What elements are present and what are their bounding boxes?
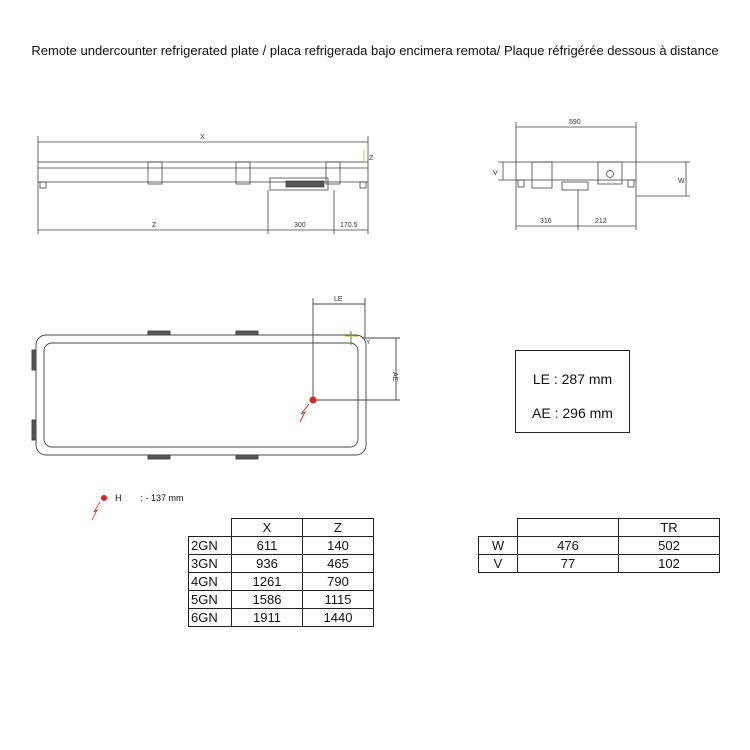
le-ae-box (515, 350, 630, 433)
end-body (516, 162, 636, 180)
table-cell: 936 (232, 555, 303, 573)
wv-table (478, 518, 720, 573)
y-label: Y (366, 339, 371, 346)
table-cell: 1911 (232, 609, 303, 627)
table-header: Z (303, 519, 374, 537)
table-cell: 1440 (303, 609, 374, 627)
table-cell: 476 (518, 537, 619, 555)
table-cell: W (479, 537, 518, 555)
table-row (189, 555, 374, 573)
table-row (189, 609, 374, 627)
plate-inner (44, 343, 358, 447)
plate-outline (36, 335, 366, 455)
h-marker (101, 495, 107, 501)
side-bracket (236, 162, 250, 184)
table-cell: 1586 (232, 591, 303, 609)
reference-point-marker (310, 397, 317, 404)
table-cell: 5GN (189, 591, 232, 609)
top-view (32, 298, 400, 459)
h-value: : - 137 mm (140, 493, 184, 503)
h-label: H (115, 493, 122, 503)
table-row (479, 519, 720, 537)
table-cell: 502 (619, 537, 720, 555)
x-label: X (200, 134, 205, 141)
ae-label: AE (391, 372, 398, 382)
side-body (38, 162, 368, 182)
end-bracket (532, 162, 552, 188)
fitting (607, 171, 614, 178)
side-foot (360, 182, 366, 188)
table-header: TR (619, 519, 720, 537)
table-header (518, 519, 619, 537)
table-row (479, 537, 720, 555)
end-bracket (598, 162, 622, 184)
table-cell: 790 (303, 573, 374, 591)
table-cell: 3GN (189, 555, 232, 573)
xz-table (188, 518, 374, 627)
table-row (189, 519, 374, 537)
le-value: LE : 287 mm (532, 371, 613, 387)
table-cell: 140 (303, 537, 374, 555)
table-cell: 102 (619, 555, 720, 573)
table-cell: 1261 (232, 573, 303, 591)
table-row (189, 537, 374, 555)
h-arrow (92, 502, 100, 520)
side-foot (40, 182, 46, 188)
table-row (189, 591, 374, 609)
table-cell: V (479, 555, 518, 573)
ae-value: AE : 296 mm (532, 405, 613, 421)
reference-arrow (300, 404, 309, 422)
table-cell: 6GN (189, 609, 232, 627)
dim-300: 300 (294, 222, 306, 229)
table-cell (479, 519, 518, 537)
side-bracket (148, 162, 162, 184)
side-view (38, 136, 368, 234)
z-side-label: Z (369, 155, 374, 162)
dim-316: 316 (540, 218, 552, 225)
table-row (479, 555, 720, 573)
table-header: X (232, 519, 303, 537)
table-cell (189, 519, 232, 537)
page-title: Remote undercounter refrigerated plate / placa refrigerada bajo encimera remota/ Plaque réfrigérée dessous à distance (31, 43, 719, 58)
w-label: W (678, 178, 685, 185)
table-cell: 77 (518, 555, 619, 573)
z-label: Z (152, 222, 157, 229)
table-cell: 465 (303, 555, 374, 573)
end-pipe (562, 182, 588, 190)
table-cell: 611 (232, 537, 303, 555)
table-row (189, 573, 374, 591)
table-cell: 1115 (303, 591, 374, 609)
dim-212: 212 (595, 218, 607, 225)
dim-170-5: 170.5 (340, 222, 358, 229)
end-view (498, 122, 690, 230)
h-note (115, 493, 184, 503)
width-590-label: 590 (569, 119, 581, 126)
table-cell: 2GN (189, 537, 232, 555)
v-label: V (493, 170, 498, 177)
table-cell: 4GN (189, 573, 232, 591)
le-label: LE (334, 296, 343, 303)
